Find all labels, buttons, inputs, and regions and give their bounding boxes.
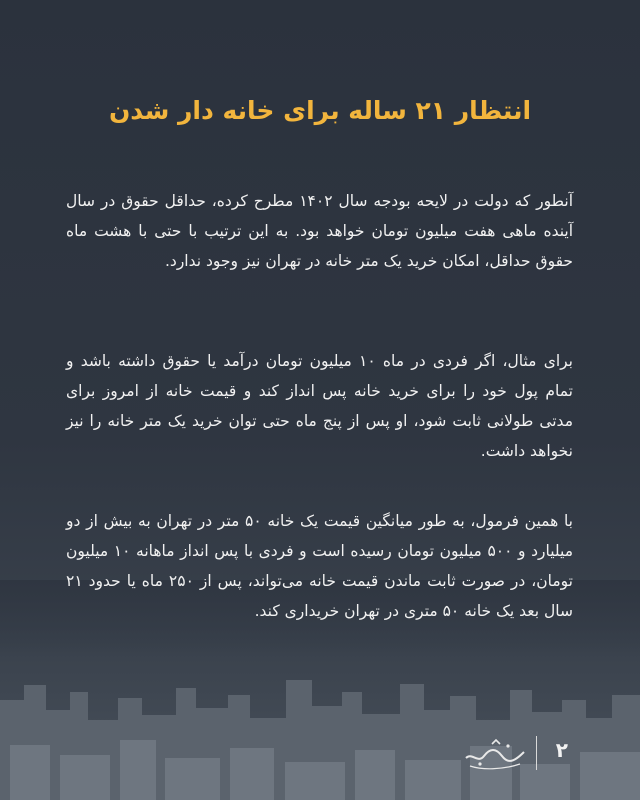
page-title: انتظار ۲۱ ساله برای خانه دار شدن [108,96,532,125]
mashregh-logo-icon [462,734,530,772]
paragraph-2: برای مثال، اگر فردی در ماه ۱۰ میلیون تومان درآمد یا حقوق داشته باشد و تمام پول خود را برای خرید خانه پس انداز کند و قیمت خانه از امروز برای مدتی طولانی ثابت شود، او پس از پنج ماه حتی توان خرید یک متر خانه را نیز نخواهد داشت. [66,352,573,460]
page-number: ۲ [555,738,568,762]
paragraph-3: با همین فرمول، به طور میانگین قیمت یک خانه ۵۰ متر در تهران به بیش از دو میلیارد و ۵۰۰ میلیون تومان رسیده است و فردی با پس انداز ماهانه ۱۰ میلیون تومان، در صورت ثابت ماندن قیمت خانه می‌تواند، پس از ۲۵۰ ماه یا حدود ۲۱ سال بعد یک خانه ۵۰ متری در تهران خریداری کند. [66,512,574,620]
paragraph-1: آنطور که دولت در لایحه بودجه سال ۱۴۰۲ مطرح کرده، حداقل حقوق در سال آینده ماهی هفت میلیون تومان خواهد بود. به این ترتیب با حتی با هشت ماه حقوق حداقل، امکان خرید یک متر خانه در تهران نیز وجود ندارد. [66,192,573,270]
footer-divider [536,736,537,770]
